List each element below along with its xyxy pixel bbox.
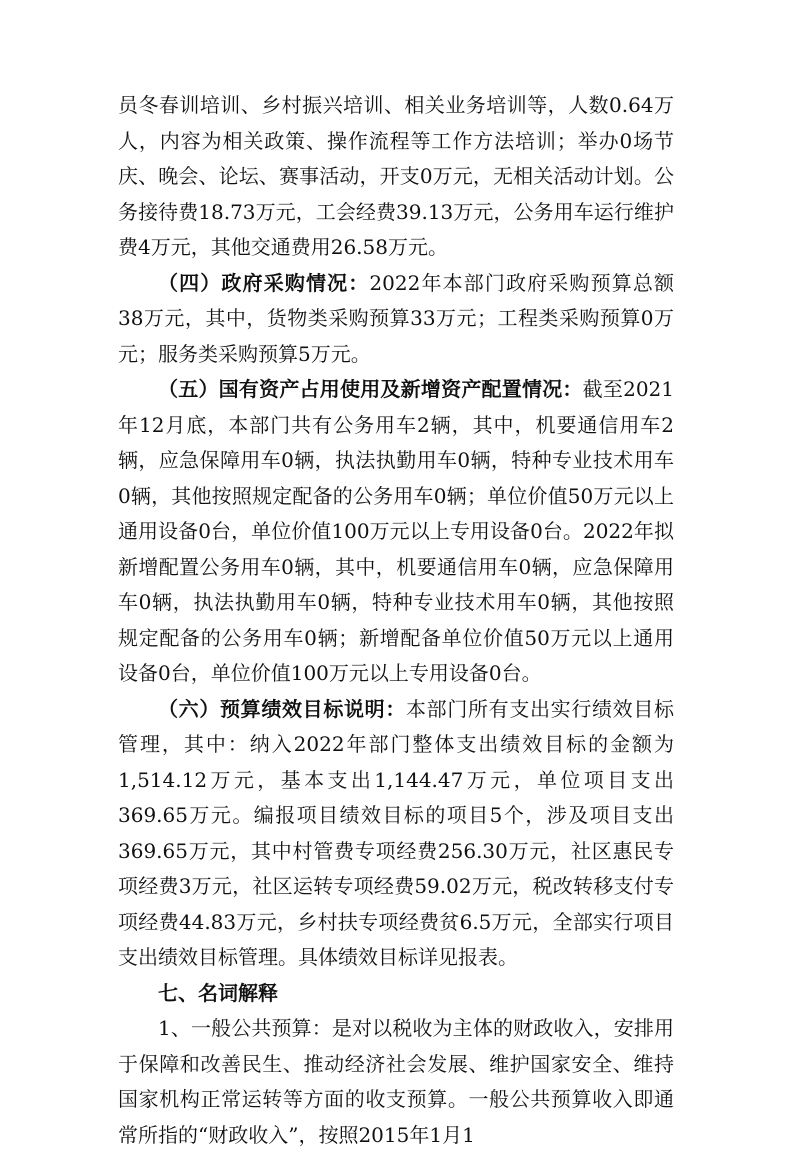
- section-heading-performance: （六）预算绩效目标说明：: [158, 696, 406, 721]
- section-heading-glossary: 七、名词解释: [158, 980, 278, 1005]
- paragraph-text: 2022年本部门政府采购预算总额38万元，其中，货物类采购预算33万元；工程类采购预算0万元；服务类采购预算5万元。: [118, 270, 674, 366]
- paragraph-procurement: [118, 266, 674, 373]
- paragraph-performance: [118, 692, 674, 976]
- section-heading-procurement: （四）政府采购情况：: [158, 270, 370, 295]
- paragraph-assets: [118, 372, 674, 692]
- paragraph-text: 本部门所有支出实行绩效目标管理，其中：纳入2022年部门整体支出绩效目标的金额为1,514.12万元，基本支出1,144.47万元，单位项目支出369.65万元。编报项目绩效目标的项目5个，涉及项目支出369.65万元，其中村管费专项经费256.30万元，社区惠民专项经费3万元，社区运转专项经费59.02万元，税改转移支付专项经费44.83万元，乡村扶专项经费贫6.5万元，全部实行项目支出绩效目标管理。具体绩效目标详见报表。: [118, 696, 674, 969]
- paragraph-glossary-1: [118, 1011, 674, 1153]
- paragraph-text: 1、一般公共预算：是对以税收为主体的财政收入，安排用于保障和改善民生、推动经济社会发展、维护国家安全、维持国家机构正常运转等方面的收支预算。一般公共预算收入即通常所指的“财政收入”，按照2015年1月1: [118, 1016, 674, 1147]
- section-heading-assets: （五）国有资产占用使用及新增资产配置情况：: [158, 377, 583, 401]
- paragraph-training: [118, 88, 674, 266]
- document-body: [118, 88, 674, 1153]
- paragraph-text: 截至2021年12月底，本部门共有公务用车2辆，其中，机要通信用车2辆，应急保障用车0辆，执法执勤用车0辆，特种专业技术用车0辆，其他按照规定配备的公务用车0辆；单位价值50万元以上通用设备0台，单位价值100万元以上专用设备0台。2022年拟新增配置公务用车0辆，其中，机要通信用车0辆，应急保障用车0辆，执法执勤用车0辆，特种专业技术用车0辆，其他按照规定配备的公务用车0辆；新增配备单位价值50万元以上通用设备0台，单位价值100万元以上专用设备0台。: [118, 377, 674, 685]
- paragraph-text: 员冬春训培训、乡村振兴培训、相关业务培训等，人数0.64万人，内容为相关政策、操作流程等工作方法培训；举办0场节庆、晚会、论坛、赛事活动，开支0万元，无相关活动计划。公务接待费18.73万元，工会经费39.13万元，公务用车运行维护费4万元，其他交通费用26.58万元。: [118, 93, 674, 259]
